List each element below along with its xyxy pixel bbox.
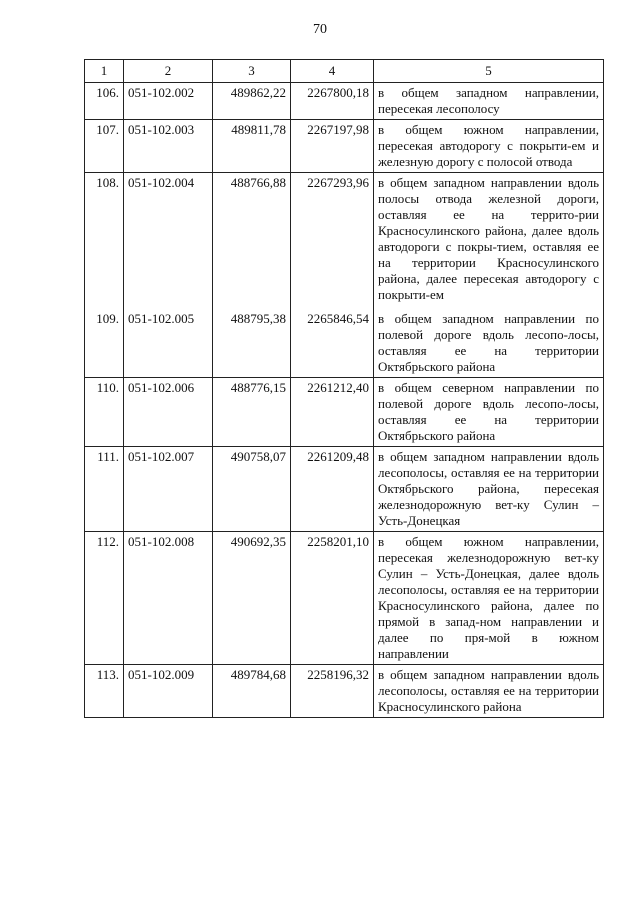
table-header-row [85,60,604,83]
y-coordinate: 2265846,54 [291,305,374,378]
y-coordinate: 2258201,10 [291,532,374,665]
boundary-description: в общем западном направлении вдоль лесополосы, оставляя ее на территории Октябрьского района, пересекая железнодорожную вет-ку Сулин – Усть-Донецкая [374,447,604,532]
point-number: 108. [85,173,124,306]
boundary-description: в общем северном направлении по полевой дороге вдоль лесопо-лосы, оставляя ее на территории Октябрьского района [374,378,604,447]
table-row [85,665,604,718]
point-code: 051-102.003 [124,120,213,173]
table-row [85,173,604,306]
boundary-description: в общем западном направлении вдоль лесополосы, оставляя ее на территории Красносулинского района [374,665,604,718]
point-number: 106. [85,83,124,120]
x-coordinate: 488766,88 [213,173,291,306]
table-row [85,532,604,665]
column-header: 2 [124,60,213,83]
boundary-table [84,59,604,718]
boundary-description: в общем южном направлении, пересекая автодорогу с покрыти-ем и железную дорогу с полосой отвода [374,120,604,173]
table-row [85,378,604,447]
boundary-description: в общем западном направлении, пересекая лесополосу [374,83,604,120]
y-coordinate: 2261209,48 [291,447,374,532]
column-header: 3 [213,60,291,83]
point-code: 051-102.009 [124,665,213,718]
point-number: 112. [85,532,124,665]
column-header: 5 [374,60,604,83]
column-header: 4 [291,60,374,83]
x-coordinate: 488795,38 [213,305,291,378]
point-code: 051-102.006 [124,378,213,447]
table-row [85,83,604,120]
point-number: 111. [85,447,124,532]
point-code: 051-102.007 [124,447,213,532]
point-code: 051-102.008 [124,532,213,665]
point-number: 110. [85,378,124,447]
column-header: 1 [85,60,124,83]
x-coordinate: 489862,22 [213,83,291,120]
y-coordinate: 2267293,96 [291,173,374,306]
table-row [85,305,604,378]
y-coordinate: 2261212,40 [291,378,374,447]
point-number: 109. [85,305,124,378]
x-coordinate: 489784,68 [213,665,291,718]
x-coordinate: 490692,35 [213,532,291,665]
y-coordinate: 2267800,18 [291,83,374,120]
page-number: 70 [313,22,327,37]
table-row [85,447,604,532]
y-coordinate: 2258196,32 [291,665,374,718]
point-number: 107. [85,120,124,173]
x-coordinate: 488776,15 [213,378,291,447]
x-coordinate: 490758,07 [213,447,291,532]
x-coordinate: 489811,78 [213,120,291,173]
boundary-description: в общем западном направлении вдоль полосы отвода железной дороги, оставляя ее на террито-рии Красносулинского района, далее вдоль автодороги с покры-тием, оставляя ее на территории Красносулинского района, далее пересекая автодорогу с покрыти-ем [374,173,604,306]
point-code: 051-102.002 [124,83,213,120]
table-row [85,120,604,173]
boundary-description: в общем западном направлении по полевой дороге вдоль лесопо-лосы, оставляя ее на территории Октябрьского района [374,305,604,378]
point-code: 051-102.005 [124,305,213,378]
y-coordinate: 2267197,98 [291,120,374,173]
point-number: 113. [85,665,124,718]
point-code: 051-102.004 [124,173,213,306]
boundary-description: в общем южном направлении, пересекая железнодорожную вет-ку Сулин – Усть-Донецкая, далее вдоль лесополосы, оставляя ее на территории Красносулинского района, далее по прямой в запад-ном направлении и далее по пря-мой в южном направлении [374,532,604,665]
